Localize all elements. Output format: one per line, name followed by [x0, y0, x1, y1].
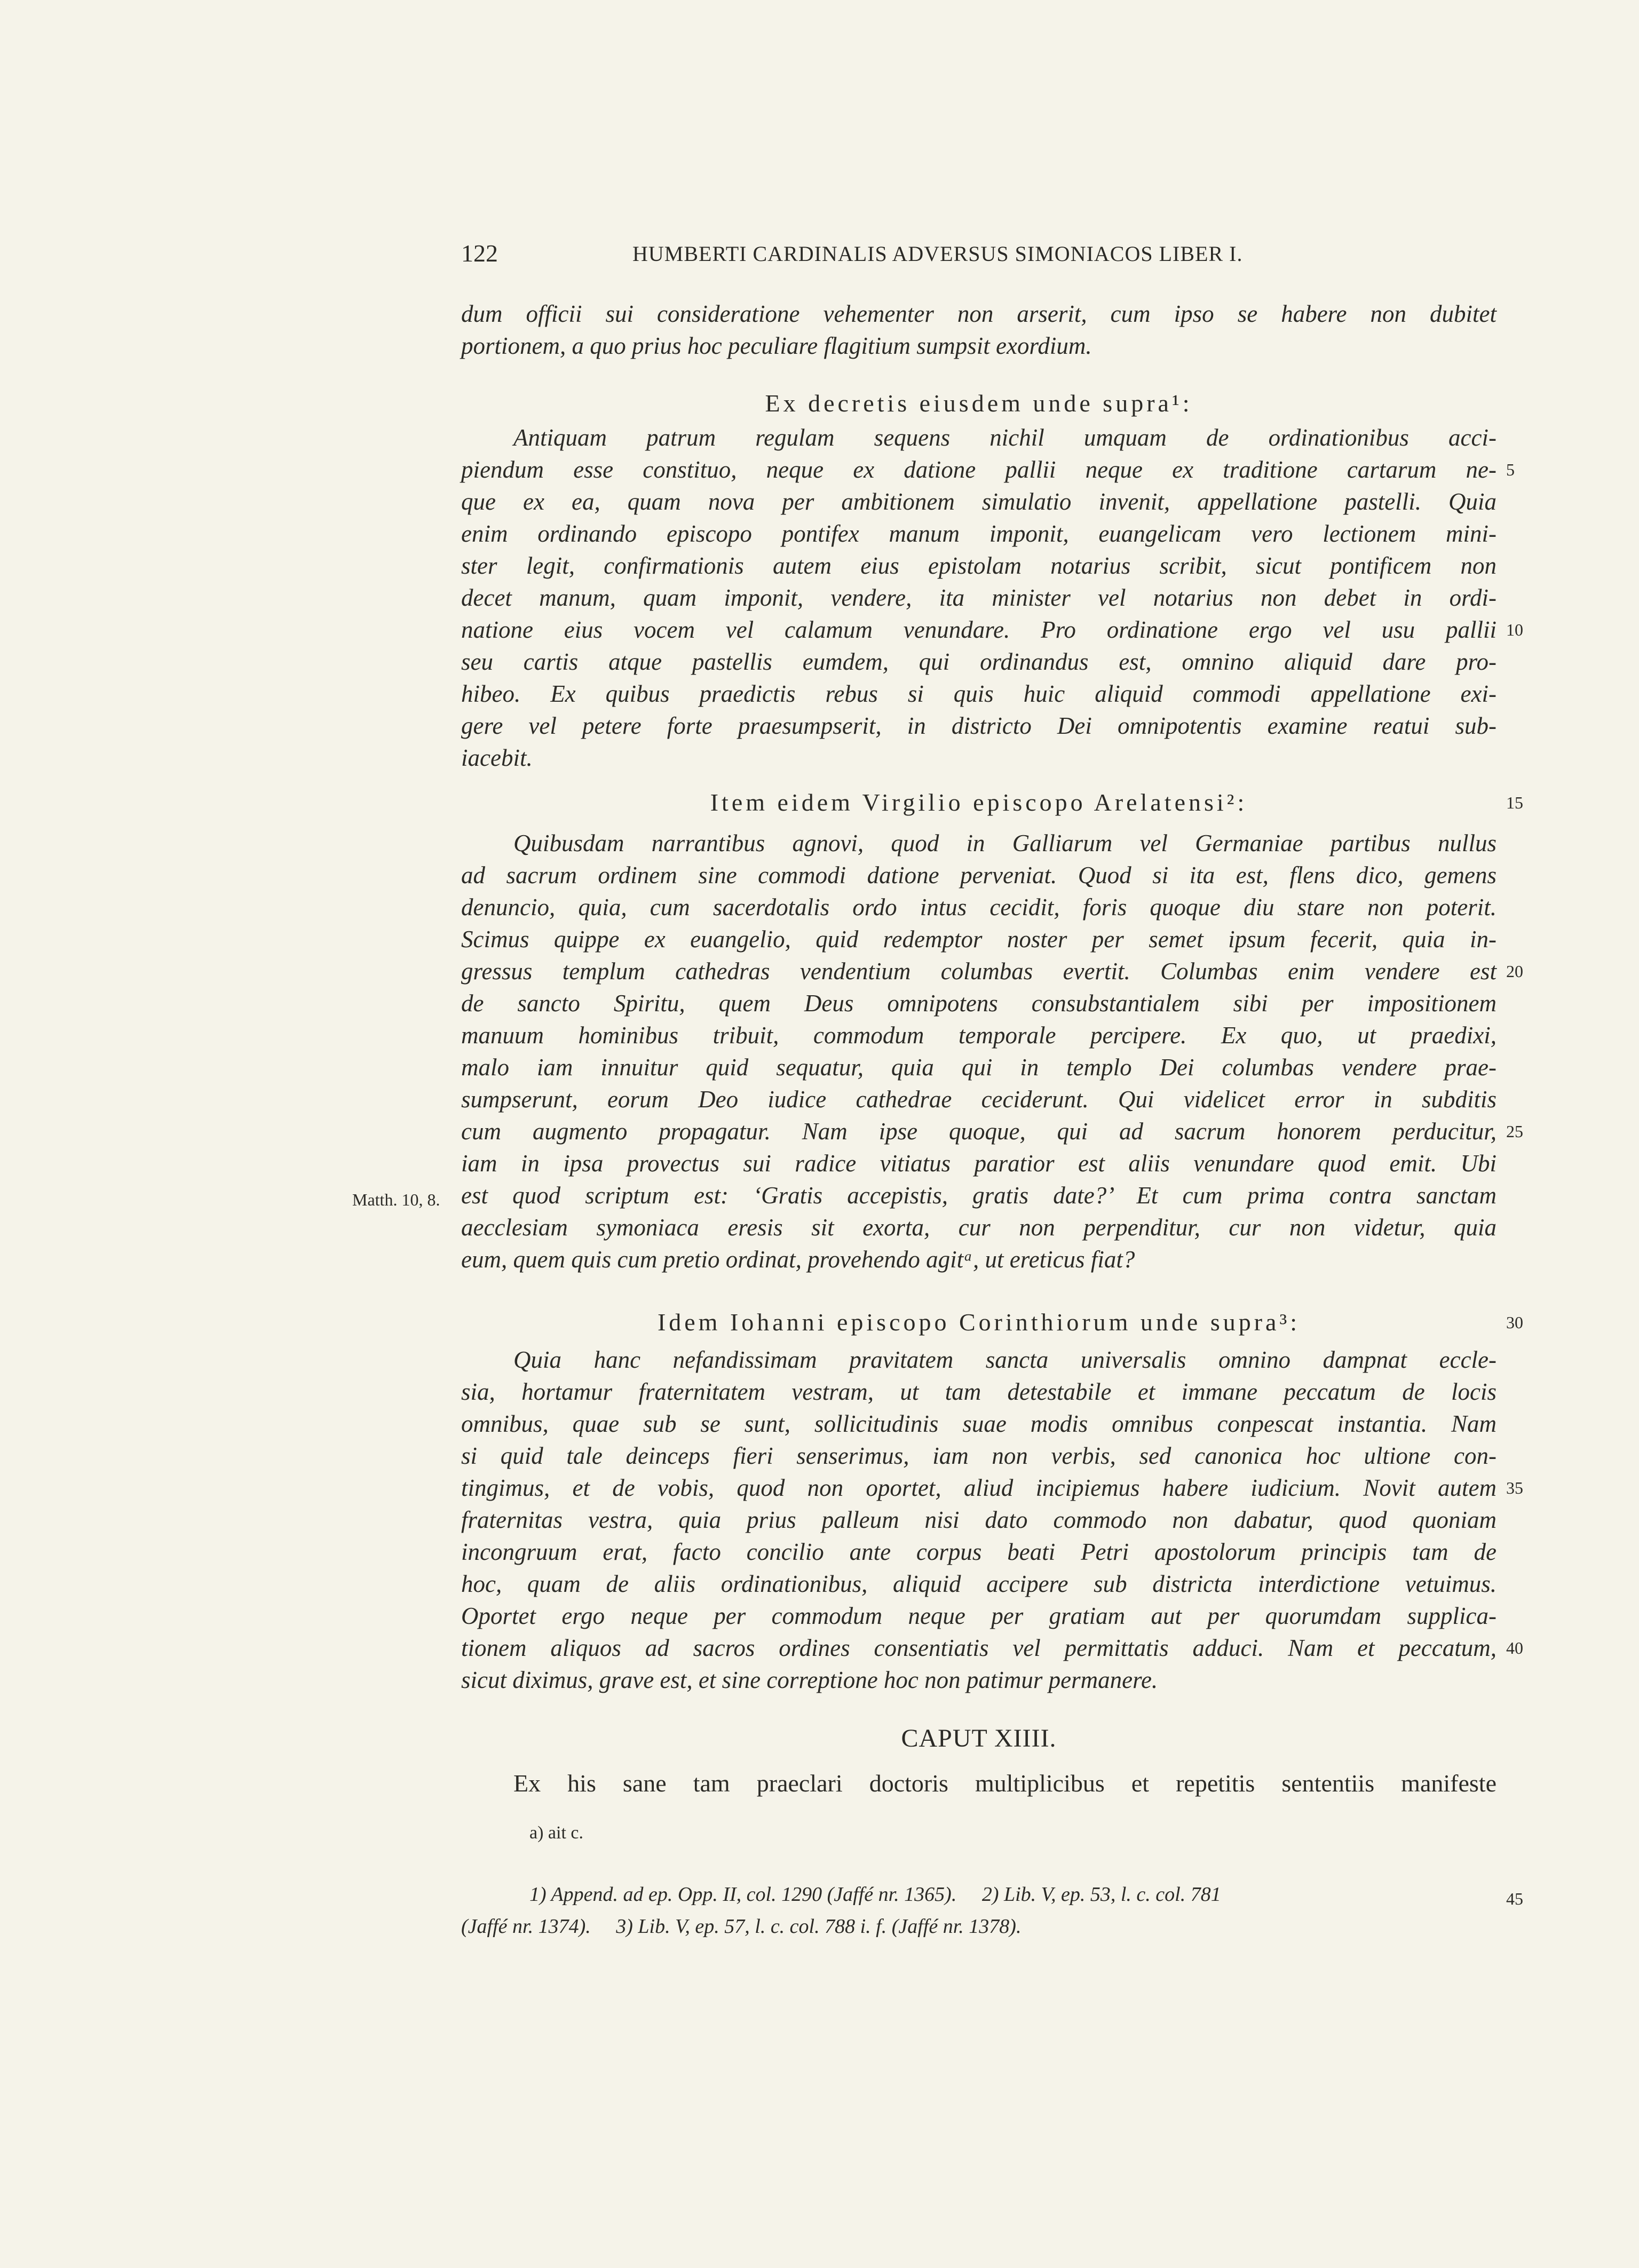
text-line: gere vel petere forte praesumpserit, in districto Dei omnipotentis examine reatui sub-: [461, 712, 1497, 739]
text-line: Scimus quippe ex euangelio, quid redemptor noster per semet ipsum fecerit, quia in-: [461, 926, 1497, 953]
section-heading: Ex decretis eiusdem unde supra¹:: [765, 390, 1193, 417]
text-line: Quibusdam narrantibus agnovi, quod in Galliarum vel Germaniae partibus nullus: [513, 830, 1497, 857]
text-line: ster legit, confirmationis autem eius epistolam notarius scribit, sicut pontificem non: [461, 552, 1497, 579]
text-line: ad sacrum ordinem sine commodi datione perveniat. Quod si ita est, flens dico, gemens: [461, 862, 1497, 889]
text-line: Oportet ergo neque per commodum neque per gratiam aut per quorumdam supplica-: [461, 1603, 1497, 1629]
text-line: eum, quem quis cum pretio ordinat, provehendo agitᵃ, ut ereticus fiat?: [461, 1246, 1135, 1273]
footnote-line: 1) Append. ad ep. Opp. II, col. 1290 (Jaffé nr. 1365). 2) Lib. V, ep. 53, l. c. col. 781: [529, 1883, 1221, 1906]
text-line: si quid tale deinceps fieri senserimus, iam non verbis, sed canonica hoc ultione con-: [461, 1442, 1497, 1469]
text-line: sumpserunt, eorum Deo iudice cathedrae ceciderunt. Qui videlicet error in subditis: [461, 1086, 1497, 1113]
section-heading: Idem Iohanni episcopo Corinthiorum unde supra³:: [657, 1309, 1301, 1336]
text-line: iacebit.: [461, 744, 533, 771]
critical-apparatus: a) ait c.: [529, 1823, 583, 1843]
line-number: 15: [1506, 793, 1523, 812]
marginal-reference: Matth. 10, 8.: [352, 1190, 440, 1209]
text-line: enim ordinando episcopo pontifex manum imponit, euangelicam vero lectionem mini-: [461, 520, 1497, 547]
text-line: hoc, quam de aliis ordinationibus, aliquid accipere sub districta interdictione vetuimus.: [461, 1571, 1497, 1597]
text-line: que ex ea, quam nova per ambitionem simulatio invenit, appellatione pastelli. Quia: [461, 488, 1497, 515]
text-line: de sancto Spiritu, quem Deus omnipotens consubstantialem sibi per impositionem: [461, 990, 1497, 1017]
text-line: tionem aliquos ad sacros ordines consentiatis vel permittatis adduci. Nam et peccatum,: [461, 1635, 1497, 1661]
line-number: 40: [1506, 1638, 1523, 1658]
page-number: 122: [461, 240, 498, 267]
chapter-heading: CAPUT XIIII.: [901, 1724, 1057, 1752]
text-line: sia, hortamur fraternitatem vestram, ut tam detestabile et immane peccatum de locis: [461, 1378, 1497, 1405]
text-line: gressus templum cathedras vendentium columbas evertit. Columbas enim vendere est: [461, 958, 1497, 985]
line-number: 10: [1506, 620, 1523, 639]
text-line: est quod scriptum est: ‘Gratis accepistis, gratis date?’ Et cum prima contra sanctam: [461, 1182, 1497, 1209]
text-line: aecclesiam symoniaca eresis sit exorta, cur non perpenditur, cur non videtur, quia: [461, 1214, 1497, 1241]
text-line: sicut diximus, grave est, et sine correptione hoc non patimur permanere.: [461, 1667, 1158, 1693]
text-line: tingimus, et de vobis, quod non oportet, aliud incipiemus habere iudicium. Novit autem: [461, 1474, 1497, 1501]
intro-line: portionem, a quo prius hoc peculiare flagitium sumpsit exordium.: [461, 332, 1092, 359]
line-number: 30: [1506, 1313, 1523, 1332]
text-line: Antiquam patrum regulam sequens nichil umquam de ordinationibus acci-: [513, 424, 1497, 451]
text-line: piendum esse constituo, neque ex datione pallii neque ex traditione cartarum ne-: [461, 456, 1497, 483]
footnote-line: (Jaffé nr. 1374). 3) Lib. V, ep. 57, l. c. col. 788 i. f. (Jaffé nr. 1378).: [461, 1915, 1022, 1938]
line-number: 20: [1506, 962, 1523, 981]
line-number: 5: [1506, 460, 1515, 479]
line-number: 35: [1506, 1478, 1523, 1497]
text-line: fraternitas vestra, quia prius palleum nisi dato commodo non dabatur, quod quoniam: [461, 1506, 1497, 1533]
text-line: denuncio, quia, cum sacerdotalis ordo intus cecidit, foris quoque diu stare non poterit.: [461, 894, 1497, 921]
chapter-first-line: Ex his sane tam praeclari doctoris multiplicibus et repetitis sententiis manifeste: [513, 1770, 1497, 1797]
text-line: manuum hominibus tribuit, commodum temporale percipere. Ex quo, ut praedixi,: [461, 1022, 1497, 1049]
line-number: 45: [1506, 1889, 1523, 1908]
intro-line: dum officii sui consideratione vehementer non arserit, cum ipso se habere non dubitet: [461, 300, 1497, 327]
text-line: decet manum, quam imponit, vendere, ita minister vel notarius non debet in ordi-: [461, 584, 1497, 611]
text-line: natione eius vocem vel calamum venundare. Pro ordinatione ergo vel usu pallii: [461, 616, 1497, 643]
text-line: Quia hanc nefandissimam pravitatem sancta universalis omnino dampnat eccle-: [513, 1346, 1497, 1373]
text-line: iam in ipsa provectus sui radice vitiatus paratior est aliis venundare quod emit. Ubi: [461, 1150, 1497, 1177]
text-line: hibeo. Ex quibus praedictis rebus si quis huic aliquid commodi appellatione exi-: [461, 680, 1497, 707]
section-heading: Item eidem Virgilio episcopo Arelatensi²:: [710, 789, 1248, 816]
text-line: seu cartis atque pastellis eumdem, qui ordinandus est, omnino aliquid dare pro-: [461, 648, 1497, 675]
text-line: incongruum erat, facto concilio ante corpus beati Petri apostolorum principis tam de: [461, 1539, 1497, 1565]
running-title: HUMBERTI CARDINALIS ADVERSUS SIMONIACOS LIBER I.: [632, 242, 1243, 266]
text-line: omnibus, quae sub se sunt, sollicitudinis suae modis omnibus conpescat instantia. Nam: [461, 1410, 1497, 1437]
text-line: cum augmento propagatur. Nam ipse quoque, qui ad sacrum honorem perducitur,: [461, 1118, 1497, 1145]
line-number: 25: [1506, 1122, 1523, 1141]
text-line: malo iam innuitur quid sequatur, quia qui in templo Dei columbas vendere prae-: [461, 1054, 1497, 1081]
